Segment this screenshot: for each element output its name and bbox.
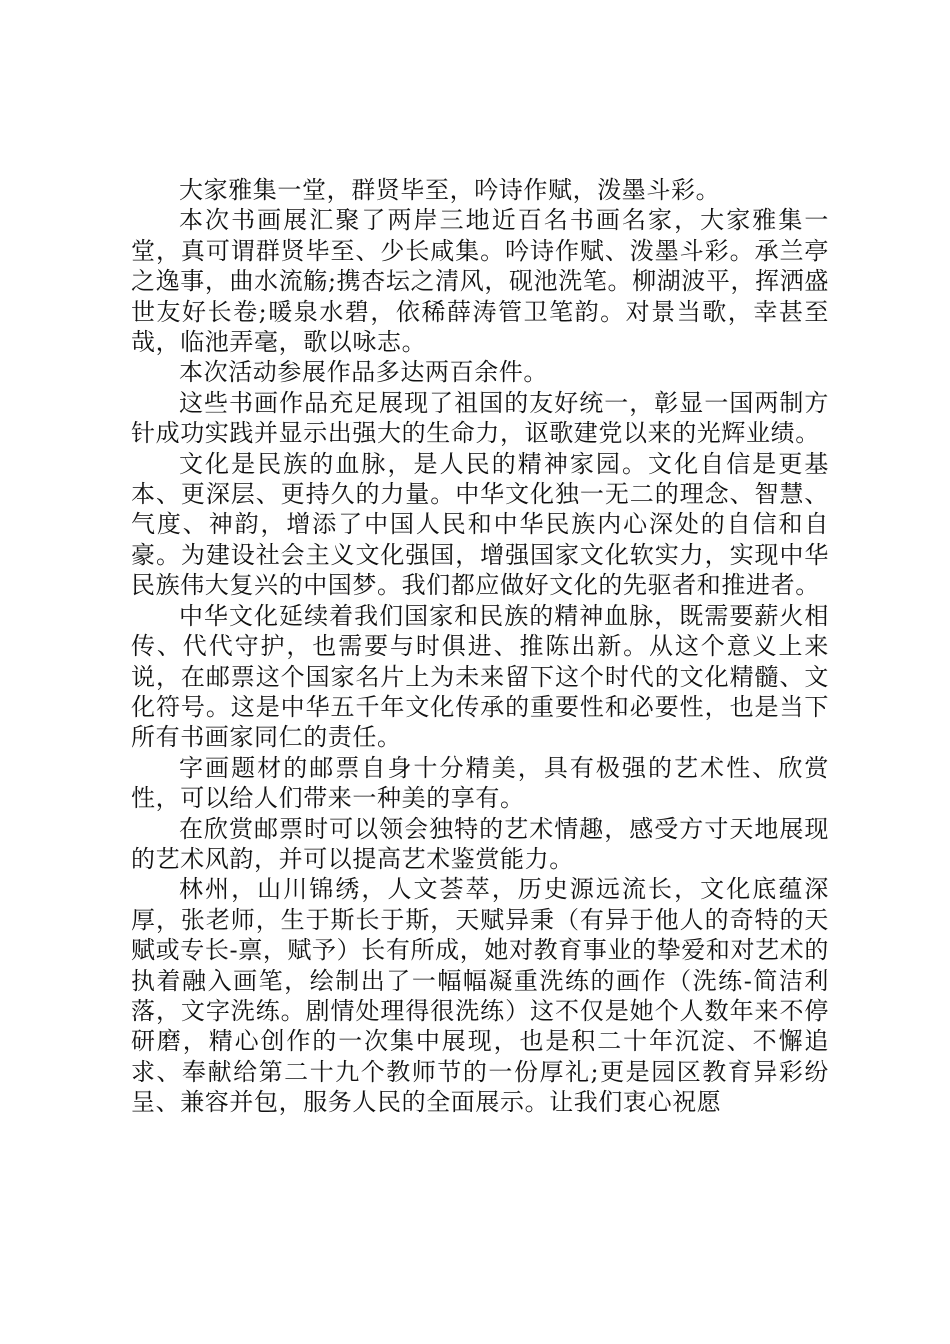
paragraph-7: 字画题材的邮票自身十分精美，具有极强的艺术性、欣赏性，可以给人们带来一种美的享有。	[131, 753, 829, 813]
paragraph-8: 在欣赏邮票时可以领会独特的艺术情趣，感受方寸天地展现的艺术风韵，并可以提高艺术鉴赏能力。	[131, 814, 829, 873]
paragraph-9: 林州，山川锦绣，人文荟萃，历史源远流长，文化底蕴深厚，张老师，生于斯长于斯，天赋异秉（有异于他人的奇特的天赋或专长-禀，赋予）长有所成，她对教育事业的挚爱和对艺术的执着融入画笔，绘制出了一幅幅凝重洗练的画作（洗练-简洁利落，文字洗练。剧情处理得很洗练）这不仅是她个人数年来不停研磨，精心创作的一次集中展现，也是积二十年沉淀、不懈追求、奉献给第二十九个教师节的一份厚礼;更是园区教育异彩纷呈、兼容并包，服务人民的全面展示。让我们衷心祝愿	[131, 875, 829, 1117]
paragraph-4: 这些书画作品充足展现了祖国的友好统一，彰显一国两制方针成功实践并显示出强大的生命力，讴歌建党以来的光辉业绩。	[131, 388, 829, 448]
document-body	[131, 175, 829, 1118]
paragraph-5: 文化是民族的血脉，是人民的精神家园。文化自信是更基本、更深层、更持久的力量。中华文化独一无二的理念、智慧、气度、神韵，增添了中国人民和中华民族内心深处的自信和自豪。为建设社会主义文化强国，增强国家文化软实力，实现中华民族伟大复兴的中国梦。我们都应做好文化的先驱者和推进者。	[131, 449, 829, 600]
paragraph-2: 本次书画展汇聚了两岸三地近百名书画名家，大家雅集一堂，真可谓群贤毕至、少长咸集。吟诗作赋、泼墨斗彩。承兰亭之逸事，曲水流觞;携杏坛之清风，砚池洗笔。柳湖波平，挥洒盛世友好长卷;暖泉水碧，依稀薛涛管卫笔韵。对景当歌，幸甚至哉，临池弄毫，歌以咏志。	[131, 206, 829, 357]
paragraph-6: 中华文化延续着我们国家和民族的精神血脉，既需要薪火相传、代代守护，也需要与时俱进、推陈出新。从这个意义上来说，在邮票这个国家名片上为未来留下这个时代的文化精髓、文化符号。这是中华五千年文化传承的重要性和必要性，也是当下所有书画家同仁的责任。	[131, 601, 829, 752]
paragraph-1: 大家雅集一堂，群贤毕至，吟诗作赋，泼墨斗彩。	[179, 176, 721, 204]
paragraph-3: 本次活动参展作品多达两百余件。	[179, 358, 548, 387]
